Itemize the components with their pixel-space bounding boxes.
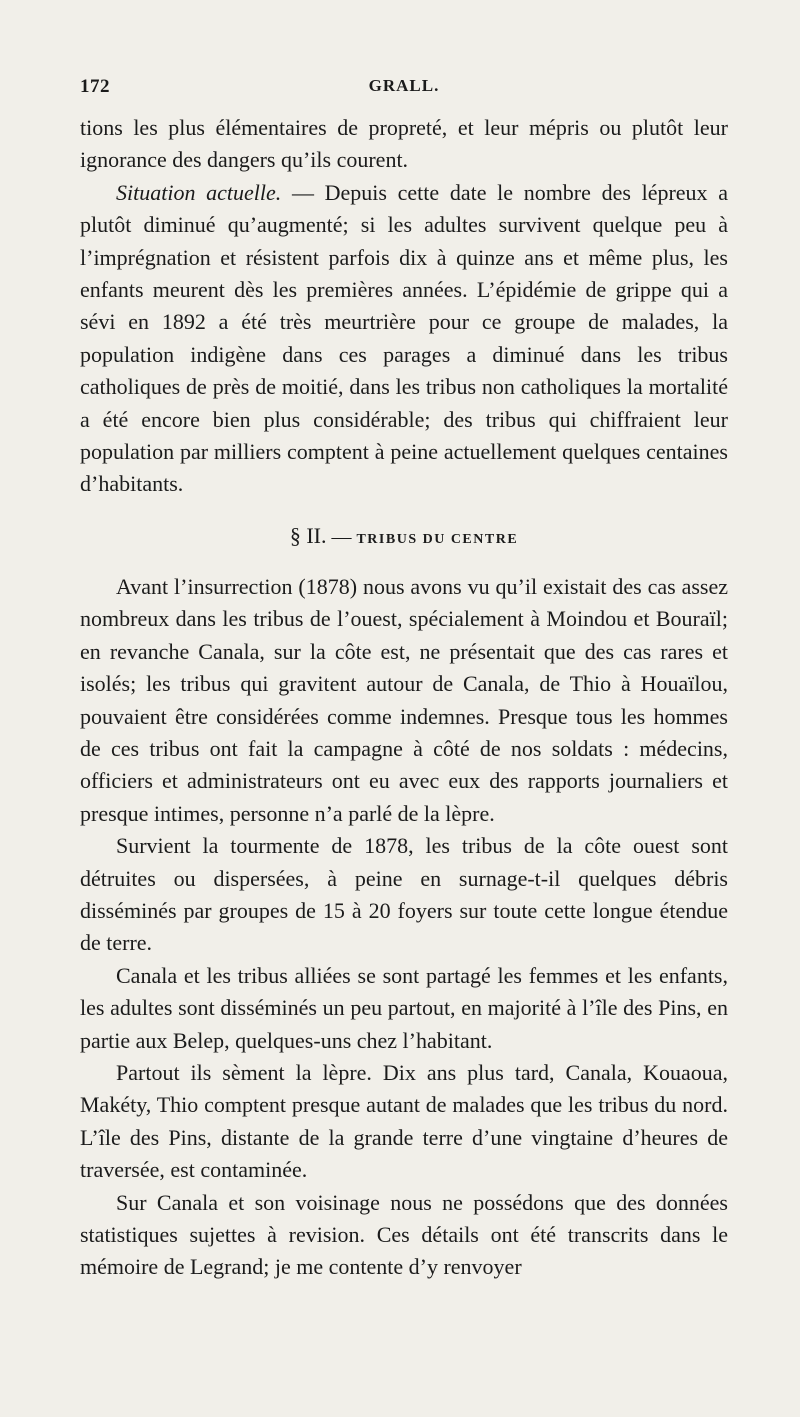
section-title: TRIBUS DU CENTRE [356,531,519,547]
paragraph-text: — Depuis cette date le nombre des lépreux a plutôt diminué qu’augmenté; si les adultes survivent quelque peu à l’imprégnation et résistent parfois dix à quinze ans et même plus, les enfants meurent dès les premières années. L’épidémie de grippe qui a sévi en 1892 a été très meurtrière pour ce groupe de malades, la population indigène dans ces parages a diminué dans les tribus catholiques de près de moitié, dans les tribus non catholiques la mortalité a été encore bien plus considérable; des tribus qui chiffraient leur population par milliers comptent à peine actuellement quelques centaines d’habitants. [80,179,728,497]
body-text [80,112,728,1284]
paragraph: Canala et les tribus alliées se sont partagé les femmes et les enfants, les adultes sont disséminés un peu partout, en majorité à l’île des Pins, en partie aux Belep, quelques-uns chez l’habitant. [80,962,728,1053]
section-heading [80,521,728,555]
paragraph-continuation [80,112,728,177]
book-page [80,76,728,1284]
running-title: GRALL. [368,76,440,95]
paragraph: Partout ils sèment la lèpre. Dix ans plus tard, Canala, Kouaoua, Makéty, Thio comptent presque autant de malades que les tribus du nord. L’île des Pins, distante de la grande terre d’une vingtaine d’heures de traversée, est contaminée. [80,1059,728,1183]
paragraph: Survient la tourmente de 1878, les tribus de la côte ouest sont détruites ou dispersées, à peine en surnage-t-il quelques débris disséminés par groupes de 15 à 20 foyers sur toute cette longue étendue de terre. [80,833,728,956]
paragraph-text: tions les plus élémentaires de propreté, et leur mépris ou plutôt leur ignorance des dangers qu’ils courent. [80,115,728,173]
running-head [80,76,728,102]
paragraph-situation-actuelle [80,177,728,501]
paragraph: Avant l’insurrection (1878) nous avons vu qu’il existait des cas assez nombreux dans les tribus de l’ouest, spécialement à Moindou et Bouraïl; en revanche Canala, sur la côte est, ne présentait que des cas rares et isolés; les tribus qui gravitent autour de Canala, de Thio à Houaïlou, pouvaient être considérées comme indemnes. Presque tous les hommes de ces tribus ont fait la campagne à côté de nos soldats : médecins, officiers et administrateurs ont eu avec eux des rapports journaliers et presque intimes, personne n’a parlé de la lèpre. [80,573,728,826]
section-number: § II. [289,522,327,548]
paragraph: Sur Canala et son voisinage nous ne possédons que des données statistiques sujettes à revision. Ces détails ont été transcrits dans le mémoire de Legrand; je me contente d’y renvoyer [80,1189,728,1280]
paragraph-lead-in: Situation actuelle. [116,179,282,205]
section-dash: — [326,525,357,548]
page-number: 172 [80,76,110,97]
